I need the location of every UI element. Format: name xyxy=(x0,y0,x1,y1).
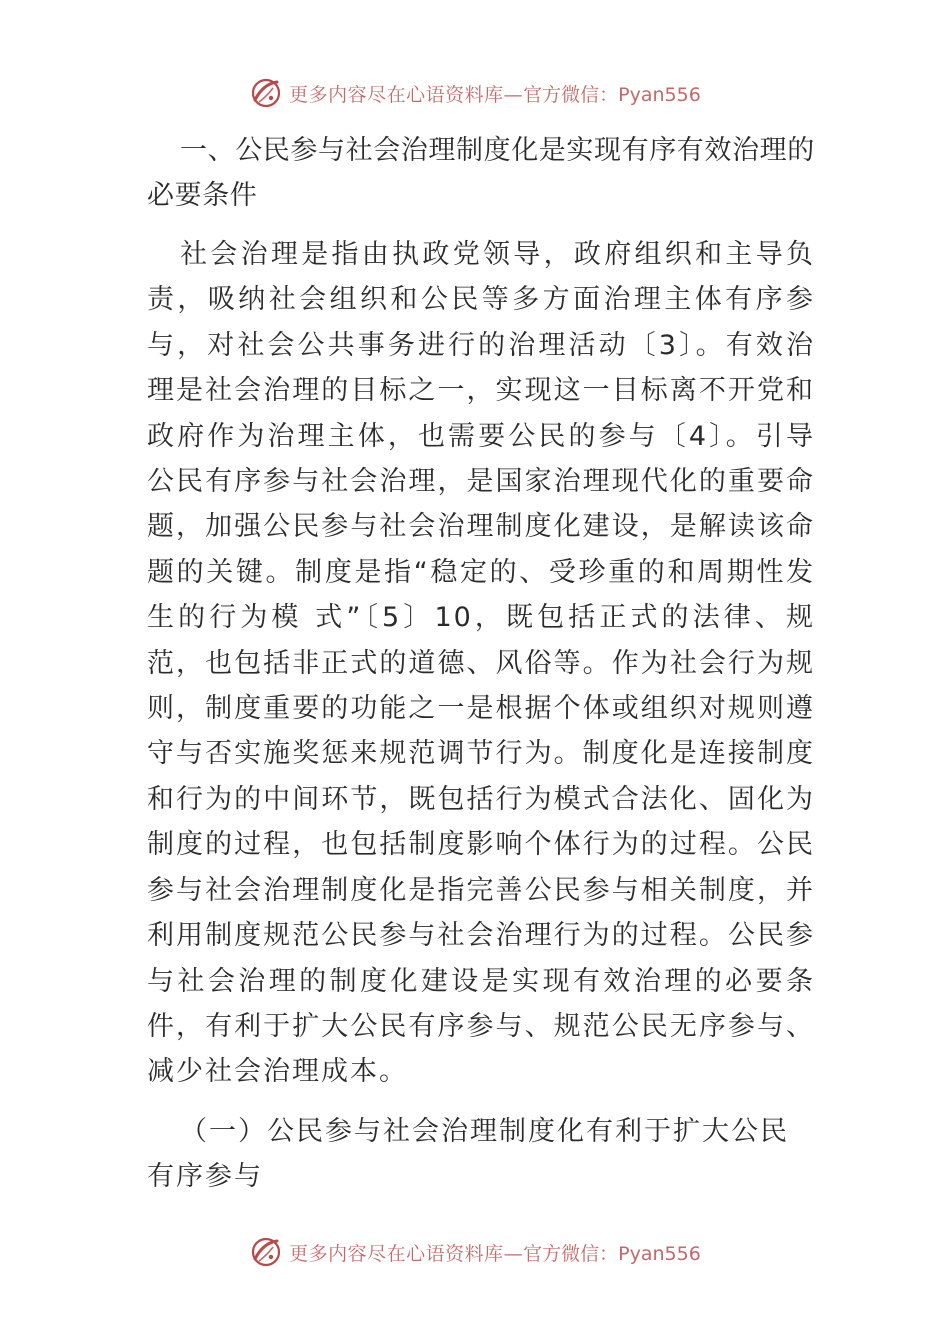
header-watermark xyxy=(0,73,950,113)
watermark-contact: 官方微信：Pyan556 xyxy=(523,83,701,106)
watermark-text: 更多内容尽在心语资料库— xyxy=(289,83,524,106)
section-heading: 一、公民参与社会治理制度化是实现有序有效治理的必要条件 xyxy=(147,135,815,211)
subsection-heading: （一）公民参与社会治理制度化有利于扩大公民有序参与 xyxy=(147,1115,789,1192)
body-paragraph: 社会治理是指由执政党领导，政府组织和主导负责，吸纳社会组织和公民等多方面治理主体有序参与，对社会公共事务进行的治理活动〔3〕。有效治理是社会治理的目标之一，实现这一目标离不开党和政府作为治理主体，也需要公民的参与〔4〕。引导公民有序参与社会治理，是国家治理现代化的重要命题，加强公民参与社会治理制度化建设，是解读该命题的关键。制度是指“稳定的、受珍重的和周期性发生的行为模 式”〔5〕10，既包括正式的法律、规范，也包括非正式的道德、风俗等。作为社会行为规则，制度重要的功能之一是根据个体或组织对规则遵守与否实施奖惩来规范调节行为。制度化是连接制度和行为的中间环节，既包括行为模式合法化、固化为制度的过程，也包括制度影响个体行为的过程。公民参与社会治理制度化是指完善公民参与相关制度，并利用制度规范公民参与社会治理行为的过程。公民参与社会治理的制度化建设是实现有效治理的必要条件，有利于扩大公民有序参与、规范公民无序参与、减少社会治理成本。 xyxy=(147,239,815,1088)
watermark-contact: 官方微信：Pyan556 xyxy=(523,1242,701,1265)
watermark-text: 更多内容尽在心语资料库— xyxy=(289,1242,524,1265)
document-body xyxy=(147,128,815,1199)
brush-circle-logo-icon xyxy=(249,1235,283,1269)
footer-watermark xyxy=(0,1232,950,1272)
brush-circle-logo-icon xyxy=(249,76,283,110)
